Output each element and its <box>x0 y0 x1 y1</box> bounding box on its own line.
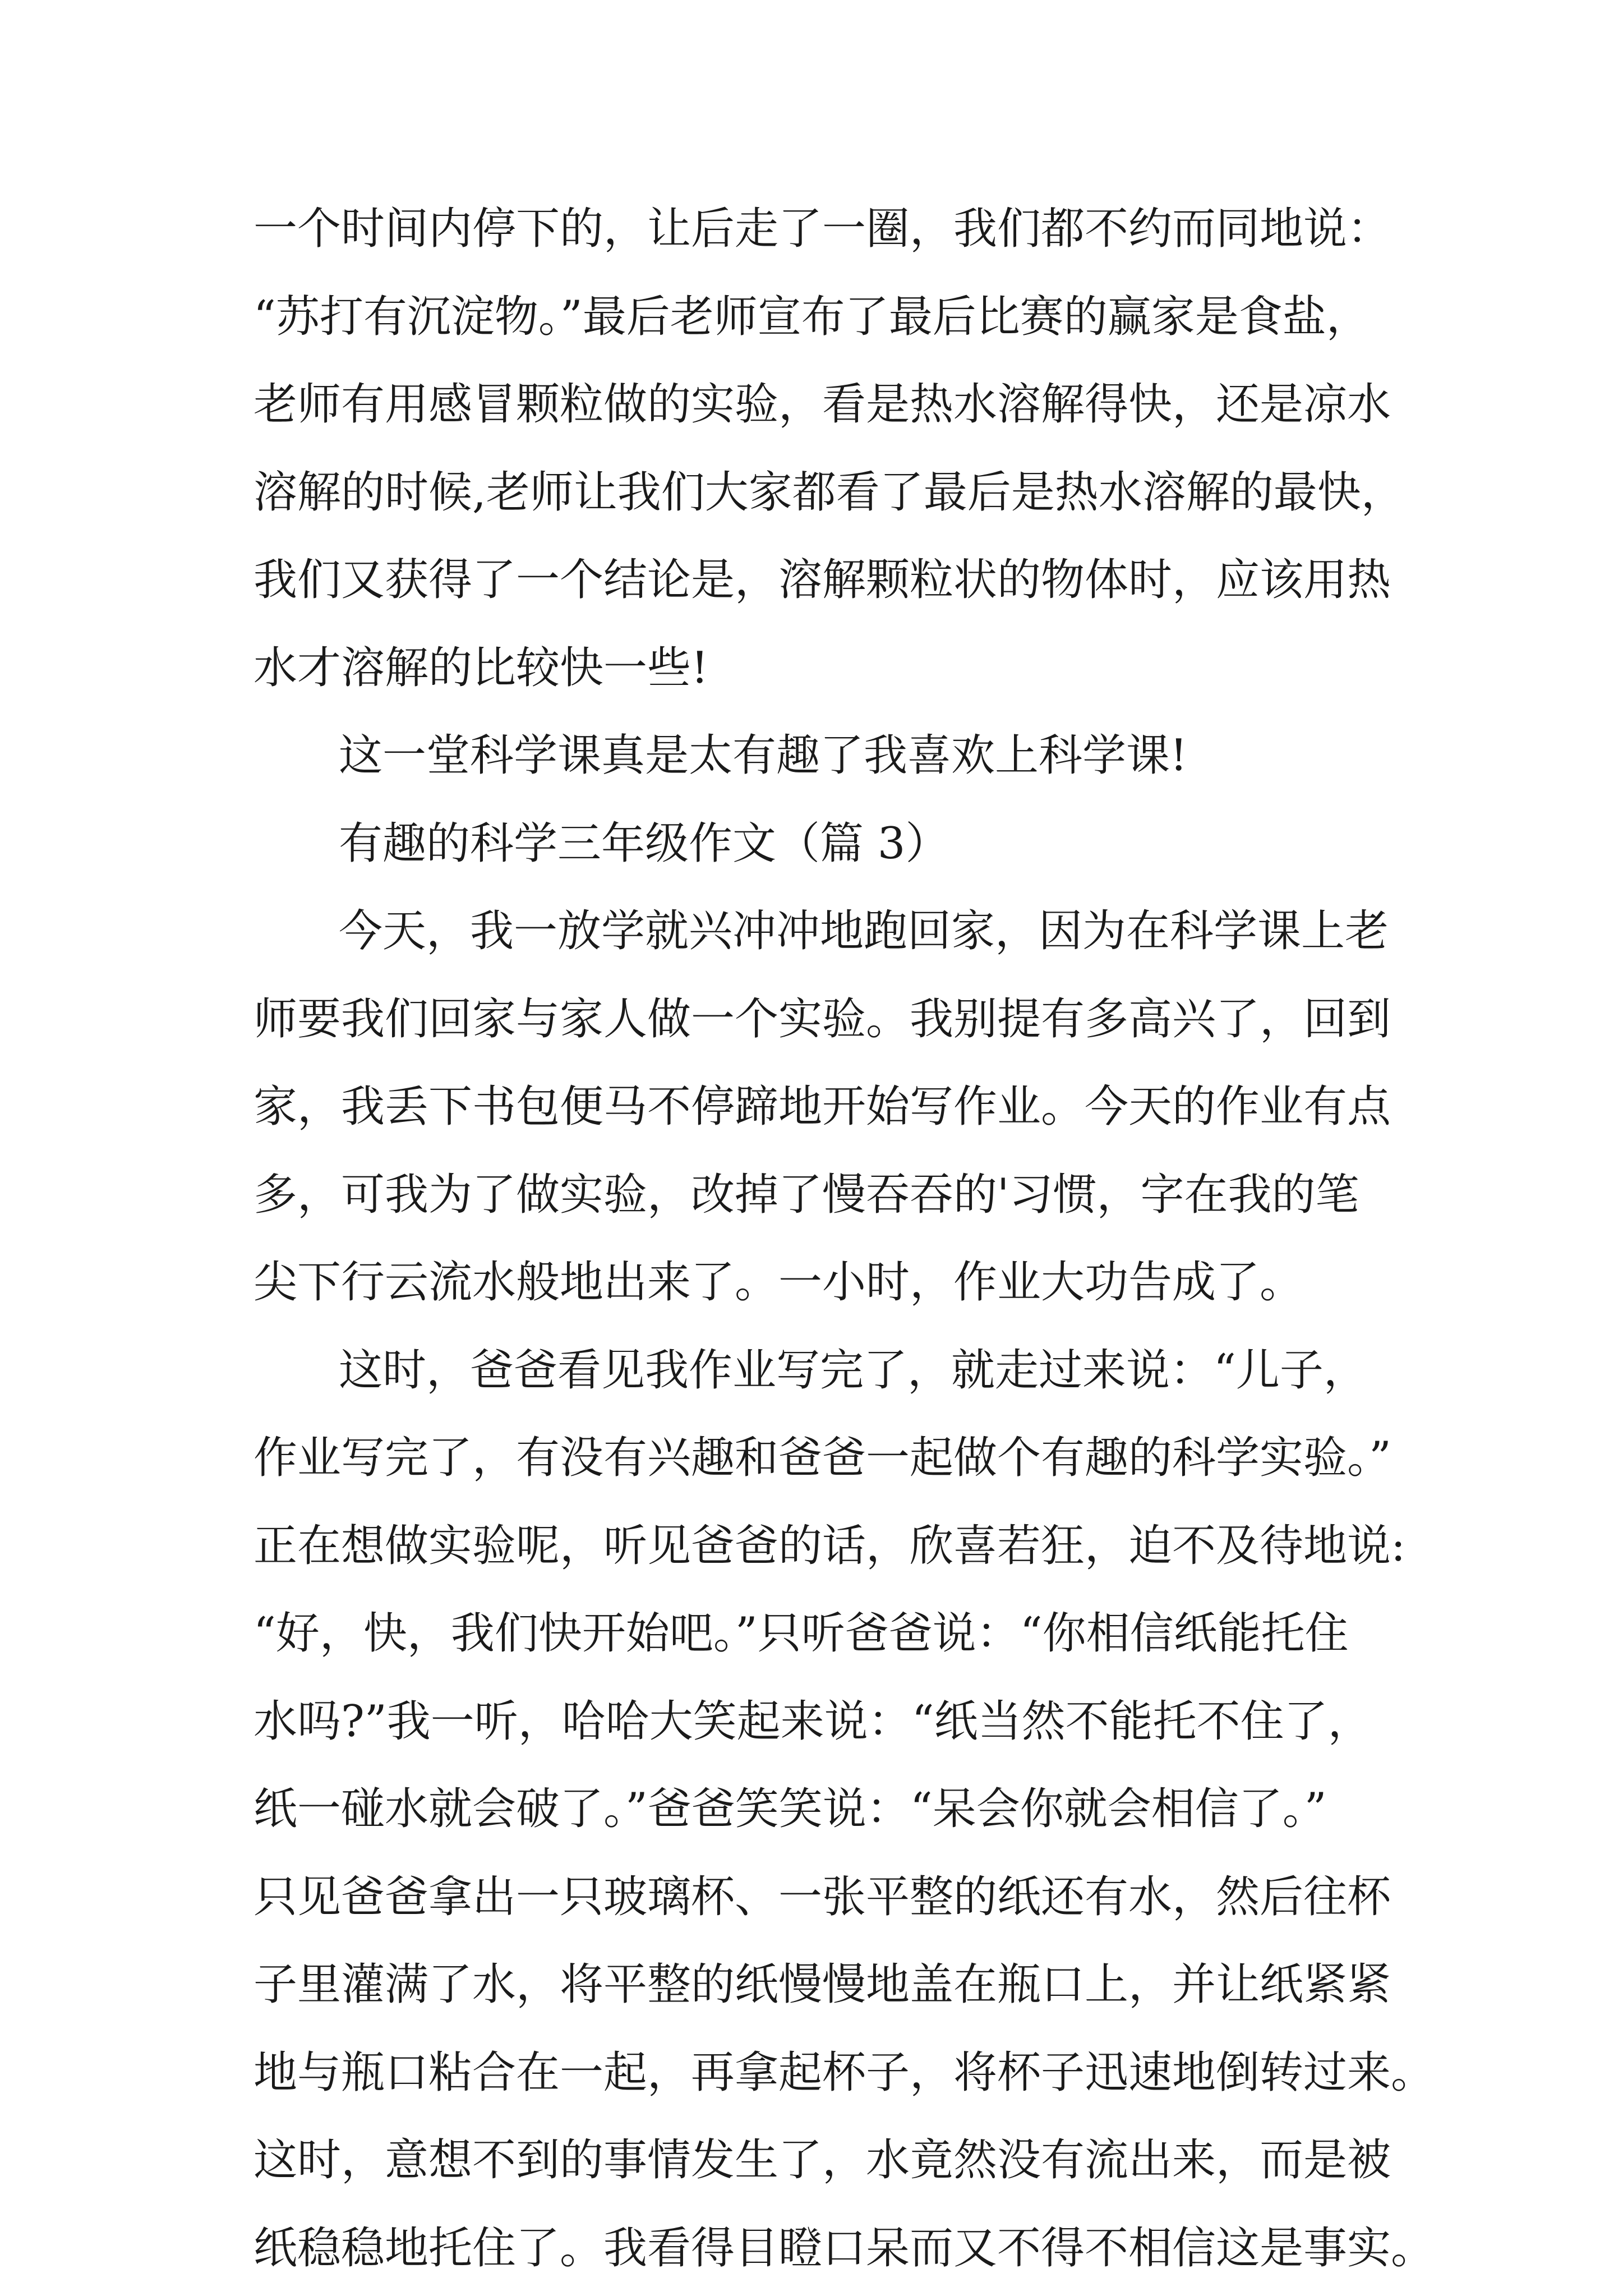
text-line: 老师有用感冒颗粒做的实验，看是热水溶解得快，还是凉水 <box>253 379 1391 430</box>
text-line: 多，可我为了做实验，改掉了慢吞吞的'习惯，字在我的笔 <box>253 1169 1359 1220</box>
text-line: 纸稳稳地托住了。我看得目瞪口呆而又不得不相信这是事实。 <box>253 2223 1435 2274</box>
text-line: 我们又获得了一个结论是，溶解颗粒状的物体时，应该用热 <box>253 555 1391 605</box>
text-line: 一个时间内停下的，让后走了一圈，我们都不约而同地说： <box>253 204 1391 254</box>
paragraph-line: 今天，我一放学就兴冲冲地跑回家，因为在科学课上老 <box>339 906 1389 956</box>
text-line: “苏打有沉淀物。”最后老师宣布了最后比赛的赢家是食盐， <box>253 291 1370 342</box>
text-line: 这时，意想不到的事情发生了，水竟然没有流出来，而是被 <box>253 2135 1391 2185</box>
text-line: 只见爸爸拿出一只玻璃杯、一张平整的纸还有水，然后往杯 <box>253 1871 1391 1922</box>
text-line: 尖下行云流水般地出来了。一小时，作业大功告成了。 <box>253 1257 1304 1308</box>
text-line: 子里灌满了水，将平整的纸慢慢地盖在瓶口上，并让纸紧紧 <box>253 1959 1391 2010</box>
body-text <box>253 185 1435 2292</box>
paragraph-line: 这一堂科学课真是太有趣了我喜欢上科学课! <box>339 730 1188 781</box>
text-line: 作业写完了，有没有兴趣和爸爸一起做个有趣的科学实验。” <box>253 1433 1391 1483</box>
text-line: 水才溶解的比较快一些! <box>253 642 709 693</box>
text-line: 正在想做实验呢，听见爸爸的话，欣喜若狂，迫不及待地说: <box>253 1520 1406 1571</box>
text-line: 纸一碰水就会破了。”爸爸笑笑说：“呆会你就会相信了。” <box>253 1784 1327 1834</box>
text-line: 家，我丢下书包便马不停蹄地开始写作业。今天的作业有点 <box>253 1082 1391 1132</box>
text-line: “好，快，我们快开始吧。”只听爸爸说：“你相信纸能托住 <box>253 1608 1349 1659</box>
section-heading: 有趣的科学三年级作文（篇 3） <box>339 818 949 869</box>
text-line: 水吗?”我一听，哈哈大笑起来说：“纸当然不能托不住了， <box>253 1696 1372 1747</box>
text-line: 地与瓶口粘合在一起，再拿起杯子，将杯子迅速地倒转过来。 <box>253 2047 1435 2098</box>
text-line: 溶解的时候,老师让我们大家都看了最后是热水溶解的最快， <box>253 467 1405 518</box>
text-line: 师要我们回家与家人做一个实验。我别提有多高兴了，回到 <box>253 993 1391 1045</box>
paragraph-line: 这时，爸爸看见我作业写完了，就走过来说：“儿子， <box>339 1345 1367 1396</box>
